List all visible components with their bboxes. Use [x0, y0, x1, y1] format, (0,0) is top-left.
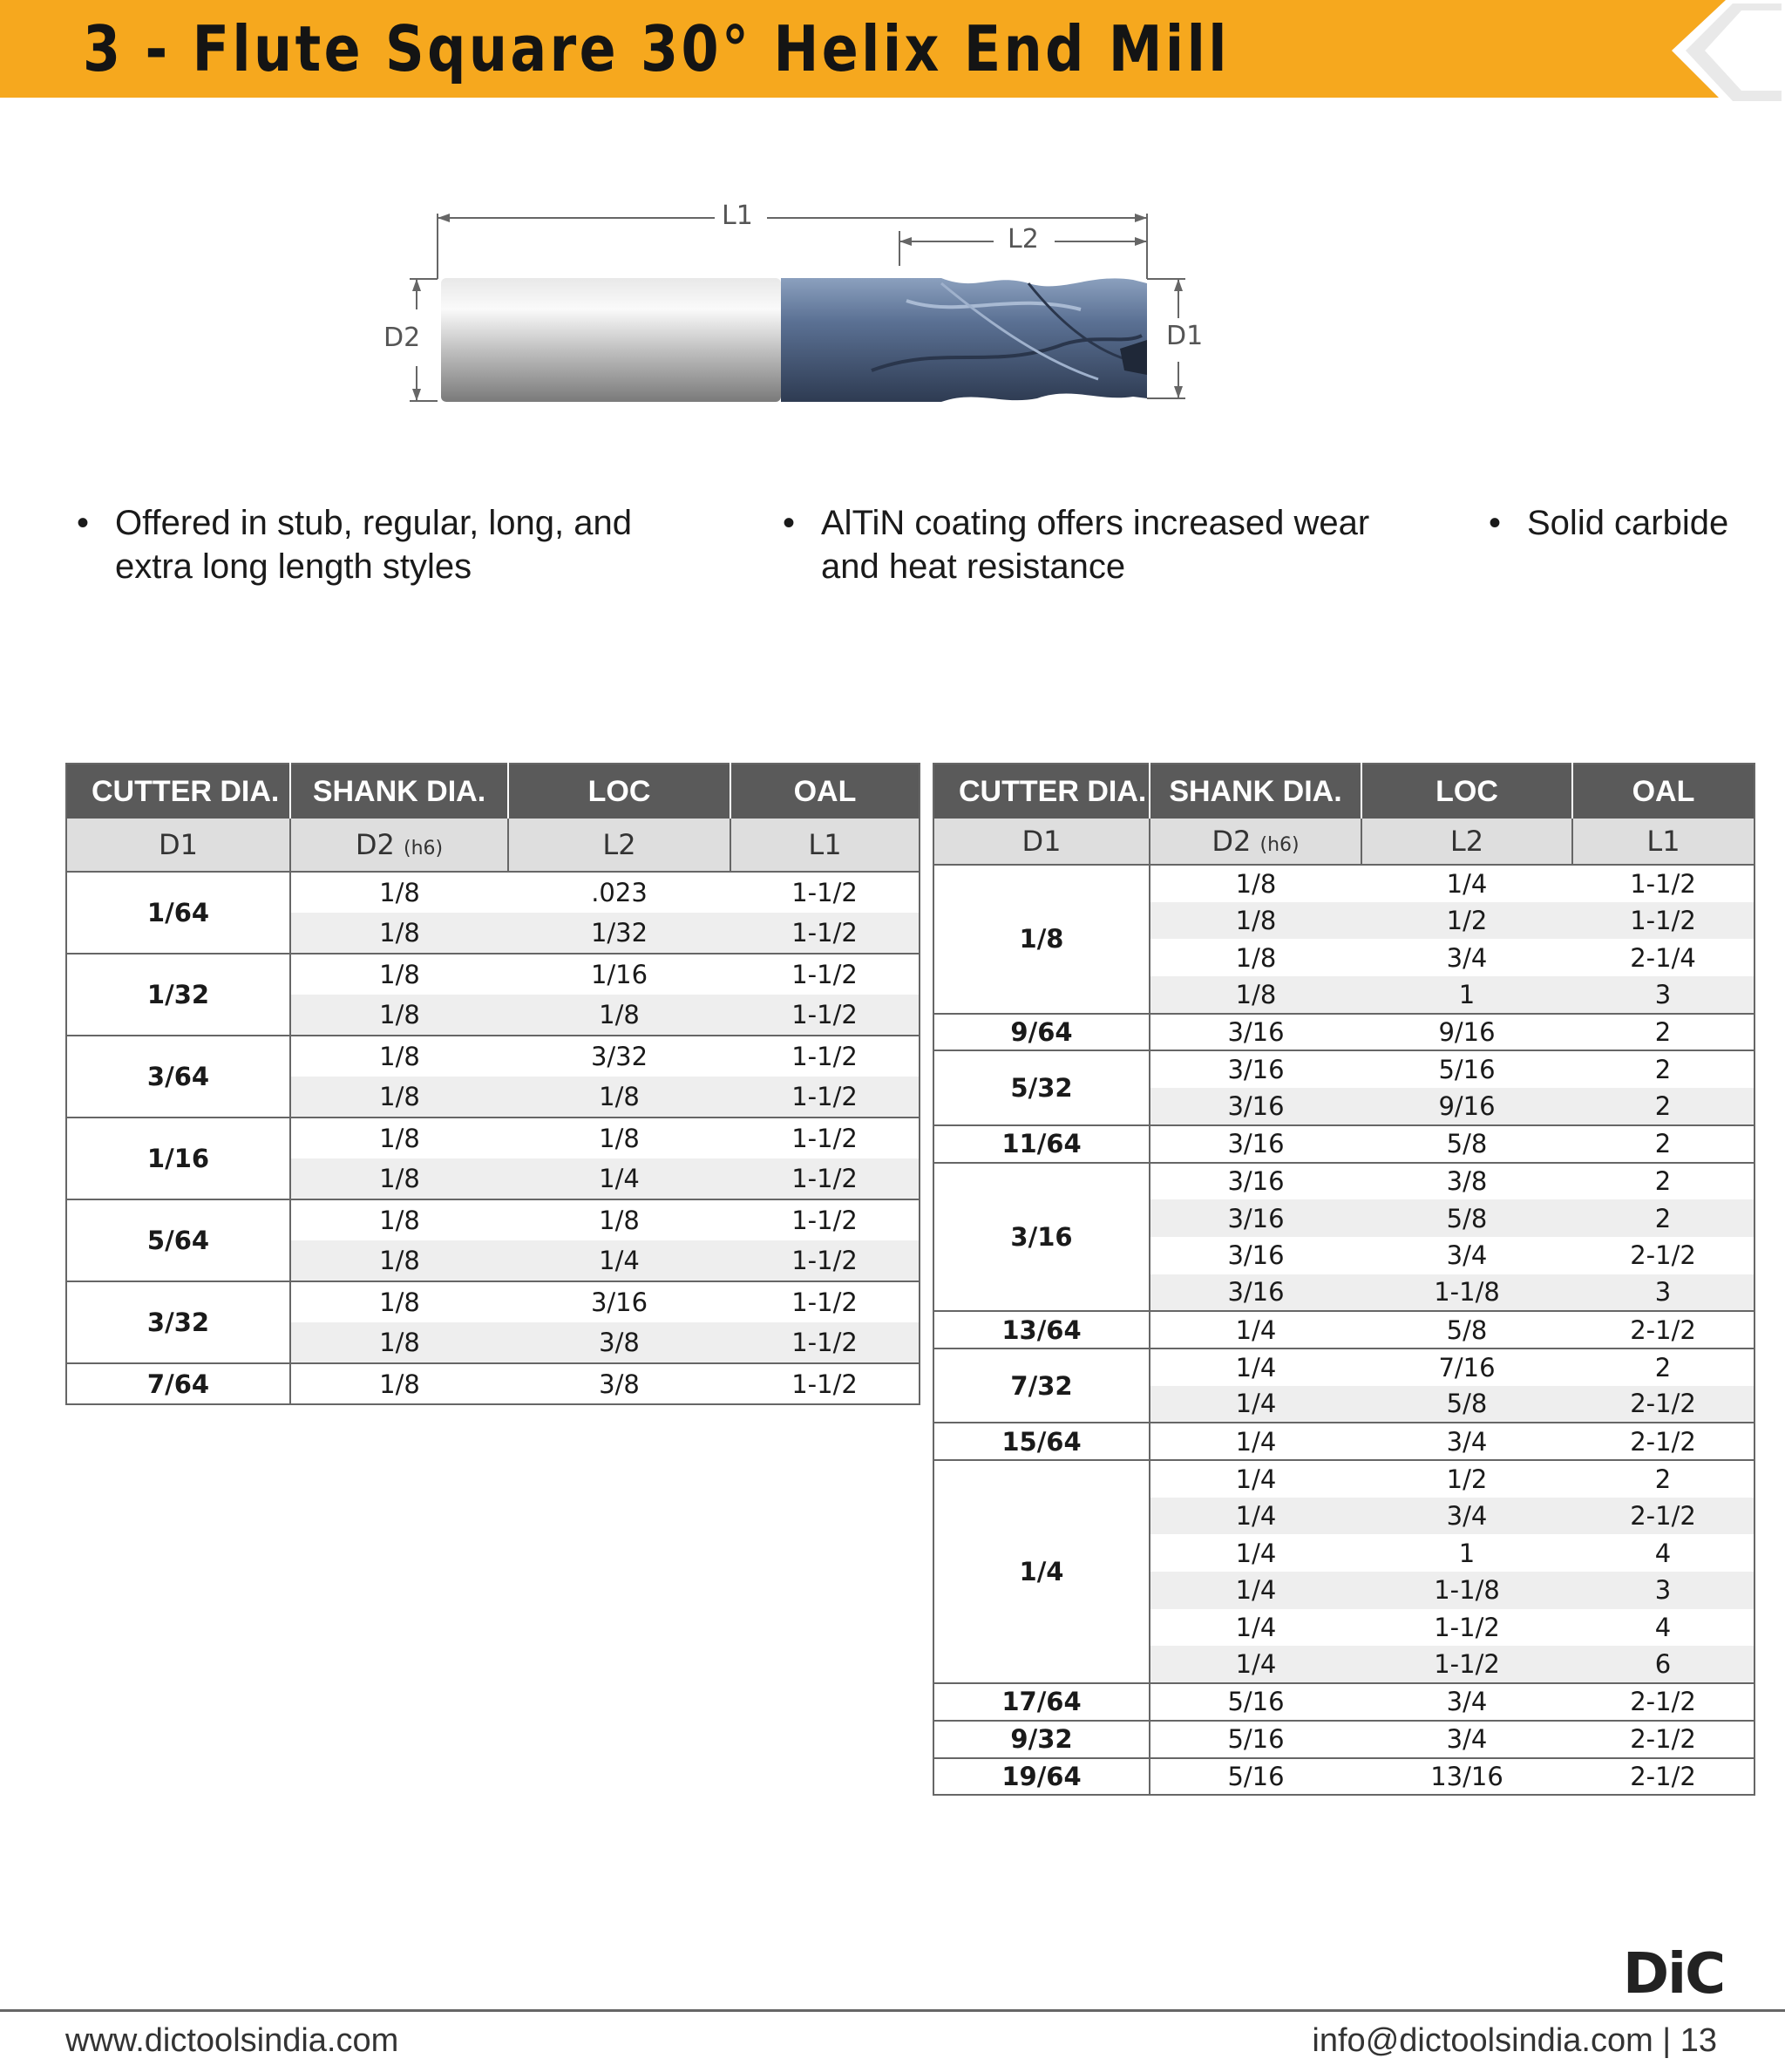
shank-dia-cell: 1/4 — [1150, 1423, 1361, 1460]
footer-email-page[interactable]: info@dictoolsindia.com | 13 — [1312, 2022, 1717, 2059]
l1-label: L1 — [722, 200, 753, 231]
cutter-dia-cell: 1/32 — [66, 954, 290, 1036]
loc-cell: .023 — [508, 872, 730, 913]
oal-cell: 1-1/2 — [1572, 865, 1754, 902]
oal-cell: 1-1/2 — [1572, 902, 1754, 940]
loc-cell: 9/16 — [1361, 1088, 1572, 1125]
oal-cell: 1-1/2 — [730, 1322, 920, 1363]
cutter-dia-cell: 7/32 — [933, 1348, 1150, 1423]
feature-item — [77, 501, 632, 588]
oal-cell: 2 — [1572, 1460, 1754, 1498]
table-row — [933, 1348, 1754, 1386]
col-header-oal: OAL — [1572, 764, 1754, 819]
shank-dia-cell: 1/8 — [1150, 865, 1361, 902]
shank-dia-cell: 1/8 — [290, 1036, 508, 1077]
shank-dia-cell: 1/8 — [290, 1158, 508, 1199]
loc-cell: 7/16 — [1361, 1348, 1572, 1386]
oal-cell: 3 — [1572, 1572, 1754, 1609]
loc-cell: 1/8 — [508, 1118, 730, 1158]
footer-divider — [0, 2009, 1785, 2012]
loc-cell: 3/8 — [1361, 1163, 1572, 1200]
shank-dia-cell: 1/8 — [290, 1363, 508, 1404]
cutter-dia-cell: 7/64 — [66, 1363, 290, 1404]
oal-cell: 3 — [1572, 1274, 1754, 1312]
feature-list — [0, 501, 1785, 606]
shank-dia-cell: 1/8 — [1235, 942, 1277, 973]
oal-cell: 2 — [1572, 1050, 1754, 1088]
col-header-loc: LOC — [1361, 764, 1572, 819]
oal-cell: 2-1/2 — [1572, 1721, 1754, 1758]
loc-cell: 1-1/2 — [1361, 1646, 1572, 1683]
cutter-dia-cell: 19/64 — [933, 1758, 1150, 1796]
loc-cell: 13/16 — [1361, 1758, 1572, 1796]
oal-cell: 1-1/2 — [730, 1363, 920, 1404]
loc-cell: 1/2 — [1361, 902, 1572, 940]
feature-line: AlTiN coating offers increased wear — [821, 504, 1370, 542]
subheader-l1: L1 — [730, 819, 920, 872]
left-table-body — [66, 872, 920, 1404]
cutter-dia-cell: 9/64 — [933, 1014, 1150, 1051]
oal-cell: 1-1/2 — [730, 1240, 920, 1281]
loc-cell: 5/8 — [1361, 1125, 1572, 1163]
loc-cell: 5/16 — [1361, 1050, 1572, 1088]
oal-cell: 2-1/2 — [1572, 1498, 1754, 1535]
loc-cell: 5/8 — [1361, 1199, 1572, 1237]
end-mill-diagram — [383, 196, 1220, 423]
shank-dia-cell: 1/4 — [1150, 1348, 1361, 1386]
cutter-dia-cell: 3/64 — [66, 1036, 290, 1118]
shank-dia-cell: 3/16 — [1150, 1199, 1361, 1237]
shank-dia-cell: 1/4 — [1150, 1498, 1361, 1535]
header-banner — [0, 0, 1785, 105]
shank-dia-cell: 1/8 — [1150, 902, 1361, 940]
footer-website[interactable]: www.dictoolsindia.com — [65, 2022, 399, 2059]
loc-cell: 1/4 — [508, 1158, 730, 1199]
oal-cell: 2-1/2 — [1572, 1386, 1754, 1423]
oal-cell: 4 — [1654, 1538, 1672, 1568]
oal-cell: 2 — [1572, 1014, 1754, 1051]
d2-label: D2 — [383, 323, 421, 353]
shank-dia-cell: 1/4 — [1150, 1646, 1361, 1683]
end-mill-drawing — [383, 196, 1220, 423]
shank-dia-cell: 1/8 — [290, 1077, 508, 1118]
cutter-dia-cell: 5/32 — [933, 1050, 1150, 1124]
cutter-dia-cell: 5/64 — [66, 1199, 290, 1281]
table-row — [66, 1281, 920, 1322]
subheader-d1: D1 — [933, 819, 1150, 865]
table-row — [933, 1163, 1754, 1200]
loc-cell: 1/4 — [508, 1240, 730, 1281]
oal-cell: 1-1/2 — [730, 954, 920, 995]
oal-cell: 2 — [1572, 1199, 1754, 1237]
table-row — [933, 865, 1754, 902]
oal-cell: 2 — [1572, 1088, 1754, 1125]
cutter-dia-cell: 3/32 — [66, 1281, 290, 1363]
bullet-icon: • — [1489, 504, 1502, 542]
shank-dia-cell: 1/4 — [1150, 1386, 1361, 1423]
spec-table-left — [65, 763, 920, 1405]
table-row — [933, 1683, 1754, 1721]
subheader-l2: L2 — [1361, 819, 1572, 865]
table-row — [933, 1423, 1754, 1460]
loc-cell: 1 — [1458, 1538, 1476, 1568]
loc-cell: 1-1/2 — [1434, 1613, 1500, 1643]
table-row — [933, 1014, 1754, 1051]
oal-cell: 2-1/2 — [1572, 1683, 1754, 1721]
cutter-dia-cell: 9/32 — [933, 1721, 1150, 1758]
shank-dia-cell: 1/8 — [290, 872, 508, 913]
loc-cell: 9/16 — [1361, 1014, 1572, 1051]
oal-cell: 2 — [1572, 1163, 1754, 1200]
shank-dia-cell: 1/8 — [290, 1322, 508, 1363]
oal-cell: 2 — [1572, 1348, 1754, 1386]
loc-cell: 1/8 — [508, 1077, 730, 1118]
oal-cell: 1-1/2 — [730, 995, 920, 1036]
right-table-body — [933, 865, 1754, 1795]
col-header-cutter: CUTTER DIA. — [933, 764, 1150, 819]
table-row — [933, 1758, 1754, 1796]
loc-cell: 1/4 — [1361, 865, 1572, 902]
l2-label: L2 — [1008, 224, 1039, 255]
oal-cell: 2-1/2 — [1630, 1240, 1696, 1271]
subheader-l1: L1 — [1572, 819, 1754, 865]
shank-dia-cell: 1/8 — [290, 1118, 508, 1158]
shank-dia-cell: 1/8 — [1150, 976, 1361, 1014]
table-row — [66, 1036, 920, 1077]
loc-cell: 3/32 — [508, 1036, 730, 1077]
table-row — [933, 1721, 1754, 1758]
cutter-dia-cell: 3/16 — [933, 1163, 1150, 1312]
oal-cell: 2-1/2 — [1572, 1423, 1754, 1460]
subheader-d2: D2 (h6) — [290, 819, 508, 872]
cutter-dia-cell: 13/64 — [933, 1311, 1150, 1348]
loc-cell: 1/8 — [508, 1199, 730, 1240]
loc-cell: 1-1/8 — [1361, 1572, 1572, 1609]
feature-line: Offered in stub, regular, long, and — [115, 504, 632, 542]
loc-cell: 3/4 — [1446, 1240, 1488, 1271]
feature-item — [1489, 501, 1729, 545]
feature-item — [783, 501, 1370, 588]
loc-cell: 1/32 — [508, 913, 730, 954]
d1-label: D1 — [1166, 321, 1204, 351]
oal-cell: 1-1/2 — [730, 872, 920, 913]
shank-dia-cell: 1/4 — [1150, 1572, 1361, 1609]
subheader-d2: D2 (h6) — [1150, 819, 1361, 865]
cutter-dia-cell: 11/64 — [933, 1125, 1150, 1163]
shank-dia-cell: 1/8 — [290, 1199, 508, 1240]
page-title: 3 - Flute Square 30° Helix End Mill — [83, 12, 1230, 85]
oal-cell: 2-1/4 — [1630, 942, 1696, 973]
shank-dia-cell: 1/4 — [1235, 1538, 1277, 1568]
shank-dia-cell: 3/16 — [1150, 1088, 1361, 1125]
table-row — [933, 1311, 1754, 1348]
shank-dia-cell: 1/4 — [1235, 1613, 1277, 1643]
feature-line: Solid carbide — [1527, 504, 1729, 542]
loc-cell: 3/8 — [508, 1322, 730, 1363]
oal-cell: 1-1/2 — [730, 1036, 920, 1077]
oal-cell: 6 — [1572, 1646, 1754, 1683]
loc-cell: 5/8 — [1361, 1386, 1572, 1423]
cutter-dia-cell: 1/8 — [933, 865, 1150, 1014]
bullet-icon: • — [77, 504, 90, 542]
shank-dia-cell: 1/8 — [290, 1281, 508, 1322]
shank-dia-cell: 5/16 — [1150, 1721, 1361, 1758]
cutter-dia-cell: 1/4 — [933, 1460, 1150, 1683]
table-row — [66, 954, 920, 995]
loc-cell: 3/8 — [508, 1363, 730, 1404]
col-header-shank: SHANK DIA. — [290, 764, 508, 819]
shank-dia-cell: 3/16 — [1150, 1125, 1361, 1163]
oal-cell: 4 — [1654, 1613, 1672, 1643]
table-row — [933, 1460, 1754, 1498]
banner-chevron-decoration — [1672, 0, 1785, 105]
bullet-icon: • — [783, 504, 796, 542]
loc-cell: 3/4 — [1361, 1423, 1572, 1460]
oal-cell: 1-1/2 — [730, 1118, 920, 1158]
loc-cell: 1 — [1361, 976, 1572, 1014]
loc-cell: 3/4 — [1361, 1683, 1572, 1721]
col-header-loc: LOC — [508, 764, 730, 819]
col-header-oal: OAL — [730, 764, 920, 819]
loc-cell: 1/2 — [1361, 1460, 1572, 1498]
shank-dia-cell: 1/8 — [290, 1240, 508, 1281]
shank-dia-cell: 1/8 — [290, 954, 508, 995]
oal-cell: 1-1/2 — [730, 1199, 920, 1240]
shank-dia-cell: 1/4 — [1150, 1311, 1361, 1348]
loc-cell: 1-1/8 — [1361, 1274, 1572, 1312]
cutter-dia-cell: 17/64 — [933, 1683, 1150, 1721]
shank-dia-cell: 5/16 — [1150, 1758, 1361, 1796]
feature-line: extra long length styles — [115, 547, 472, 586]
table-row — [933, 1125, 1754, 1163]
oal-cell: 2-1/2 — [1572, 1758, 1754, 1796]
col-header-cutter: CUTTER DIA. — [66, 764, 290, 819]
loc-cell: 1/16 — [508, 954, 730, 995]
subheader-l2: L2 — [508, 819, 730, 872]
table-row — [66, 1118, 920, 1158]
oal-cell: 1-1/2 — [730, 913, 920, 954]
feature-line: and heat resistance — [821, 547, 1126, 586]
cutter-dia-cell: 1/16 — [66, 1118, 290, 1199]
spec-table-right — [933, 763, 1755, 1796]
shank-dia-cell: 3/16 — [1227, 1240, 1285, 1271]
cutter-dia-cell: 15/64 — [933, 1423, 1150, 1460]
col-header-shank: SHANK DIA. — [1150, 764, 1361, 819]
oal-cell: 1-1/2 — [730, 1158, 920, 1199]
table-row — [66, 1199, 920, 1240]
dic-logo: DiC — [1623, 1942, 1725, 2007]
loc-cell: 3/4 — [1361, 1721, 1572, 1758]
shank-dia-cell: 3/16 — [1150, 1163, 1361, 1200]
table-row — [66, 1363, 920, 1404]
oal-cell: 1-1/2 — [730, 1077, 920, 1118]
shank-dia-cell: 3/16 — [1150, 1274, 1361, 1312]
loc-cell: 3/4 — [1361, 1498, 1572, 1535]
shank-dia-cell: 1/8 — [290, 913, 508, 954]
loc-cell: 1/8 — [508, 995, 730, 1036]
table-row — [66, 872, 920, 913]
shank-dia-cell: 3/16 — [1150, 1050, 1361, 1088]
cutter-dia-cell: 1/64 — [66, 872, 290, 954]
table-row — [933, 1050, 1754, 1088]
shank-dia-cell: 3/16 — [1150, 1014, 1361, 1051]
shank-dia-cell: 1/4 — [1150, 1460, 1361, 1498]
oal-cell: 2-1/2 — [1572, 1311, 1754, 1348]
oal-cell: 2 — [1572, 1125, 1754, 1163]
shank-dia-cell: 1/8 — [290, 995, 508, 1036]
oal-cell: 1-1/2 — [730, 1281, 920, 1322]
shank-dia-cell: 5/16 — [1150, 1683, 1361, 1721]
subheader-d1: D1 — [66, 819, 290, 872]
loc-cell: 3/16 — [508, 1281, 730, 1322]
loc-cell: 5/8 — [1361, 1311, 1572, 1348]
oal-cell: 3 — [1572, 976, 1754, 1014]
loc-cell: 3/4 — [1446, 942, 1488, 973]
